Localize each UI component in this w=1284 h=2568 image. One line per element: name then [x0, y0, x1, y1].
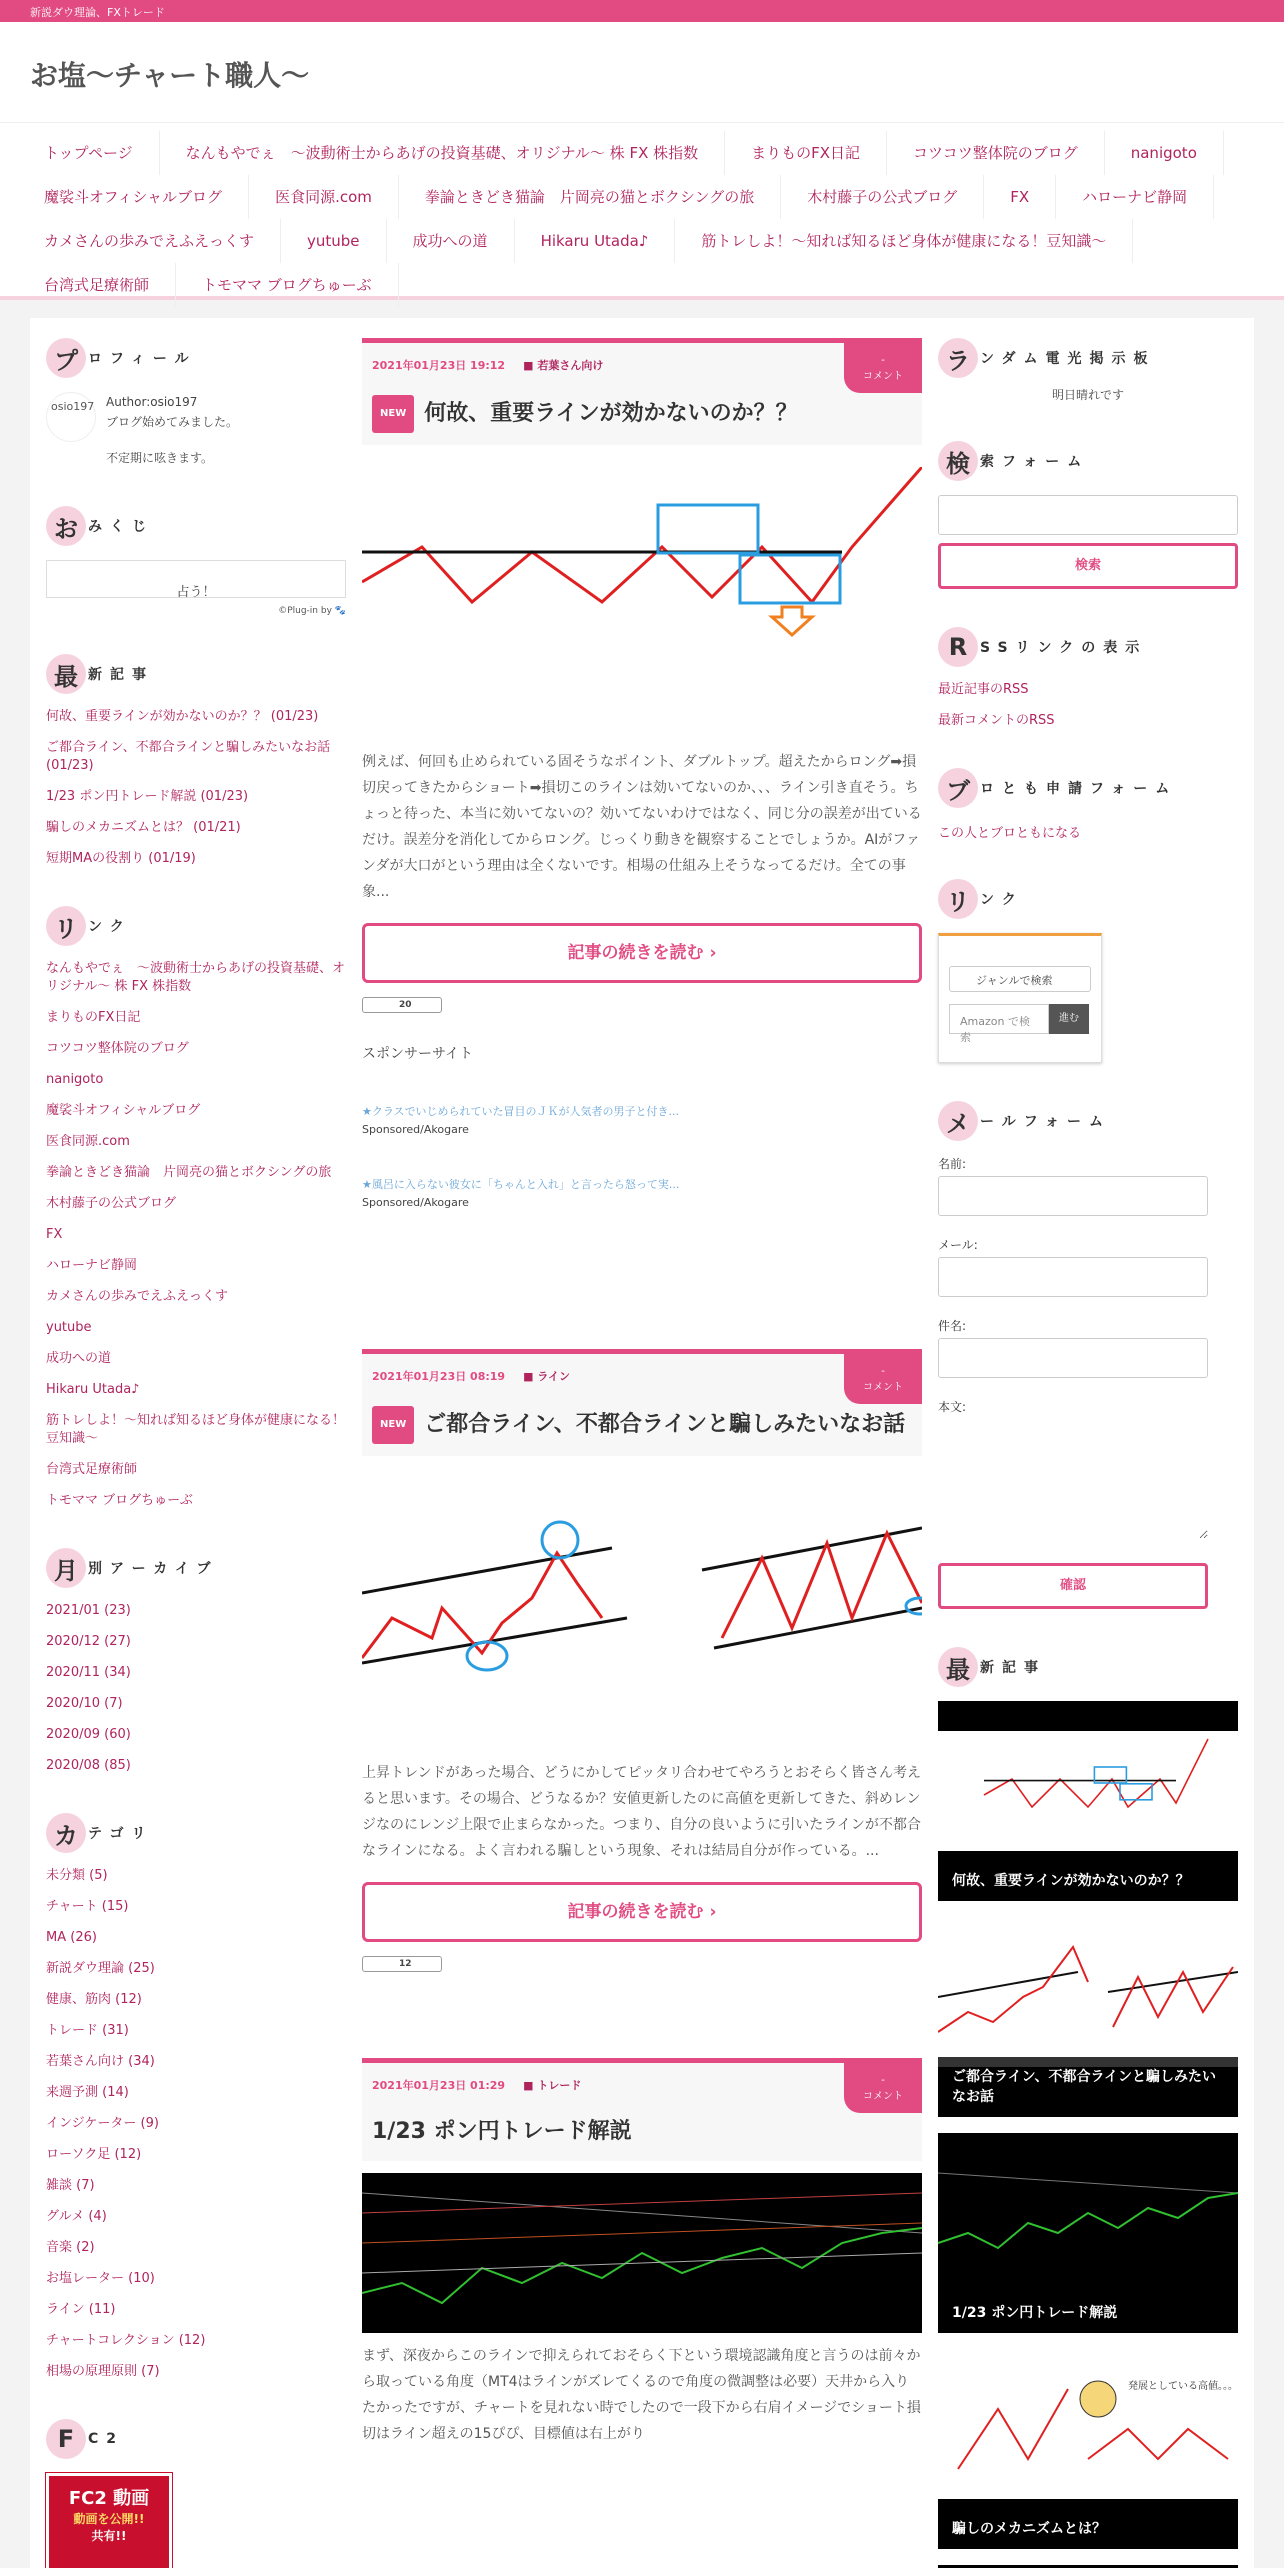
article-title[interactable]: 1/23 ポン円トレード解説	[372, 2119, 632, 2144]
link-item[interactable]	[46, 1288, 346, 1306]
link-item[interactable]	[46, 1102, 346, 1120]
article-image[interactable]	[362, 1478, 922, 1738]
nav-item[interactable]: 筋トレしよ！～知れば知るほど身体が健康になる！豆知識～	[675, 219, 1133, 263]
site-header	[0, 22, 1284, 122]
widget-initial: ブ	[938, 768, 978, 808]
category-item-link[interactable]: チャート (15)	[46, 1899, 129, 1914]
link-item-link[interactable]: コツコツ整体院のブログ	[46, 1041, 189, 1056]
category-item-link[interactable]: 雑談 (7)	[46, 2178, 95, 2193]
comment-count: -	[881, 2075, 885, 2086]
name-field[interactable]	[938, 1176, 1208, 1216]
comment-count: -	[881, 1366, 885, 1377]
nav-item[interactable]: まりものFX日記	[725, 131, 887, 175]
category-item-link[interactable]: トレード (31)	[46, 2023, 129, 2038]
widget-initial: プ	[46, 338, 86, 378]
link-item[interactable]	[46, 1257, 346, 1275]
category-item-link[interactable]: 健康、筋肉 (12)	[46, 1992, 142, 2007]
category-item-link[interactable]: 未分類 (5)	[46, 1868, 108, 1883]
link-item-link[interactable]: 台湾式足療術師	[46, 1462, 138, 1477]
article-title[interactable]: 何故、重要ラインが効かないのか？？	[424, 401, 798, 426]
subject-field[interactable]	[938, 1338, 1208, 1378]
nav-item[interactable]: FX	[984, 175, 1056, 219]
comment-label: コメント	[863, 1382, 903, 1393]
widget-title: ロとも申請フォーム	[980, 781, 1178, 797]
thumb-caption: 騙しのメカニズムとは？	[938, 2509, 1238, 2549]
article-category[interactable]	[523, 1368, 570, 1384]
archive-item-link[interactable]: 2020/08 (85)	[46, 1758, 131, 1773]
ad-source: Sponsored/Akogare	[362, 1196, 469, 1209]
link-item[interactable]	[46, 1071, 346, 1089]
article-title[interactable]: ご都合ライン、不都合ラインと騙しみたいなお話	[424, 1412, 906, 1437]
link-item[interactable]	[46, 1492, 346, 1510]
rss-link[interactable]: 最近記事のRSS	[938, 682, 1029, 697]
category-item-link[interactable]: インジケーター (9)	[46, 2116, 159, 2131]
widget-initial: 最	[46, 654, 86, 694]
category-item-link[interactable]: グルメ (4)	[46, 2209, 107, 2224]
category-item[interactable]	[46, 2146, 346, 2164]
widget-title: 新記事	[980, 1660, 1046, 1676]
archive-item[interactable]	[46, 1726, 346, 1744]
archive-item[interactable]	[46, 1695, 346, 1713]
archive-item-link[interactable]: 2020/09 (60)	[46, 1727, 131, 1742]
link-item-link[interactable]: なんもやでぇ ～波動術士からあげの投資基礎、オリジナル～ 株 FX 株指数	[46, 961, 346, 994]
link-item[interactable]	[46, 1350, 346, 1368]
nav-item[interactable]: トモママ ブログちゅーぶ	[176, 263, 398, 307]
new-badge: NEW	[372, 1406, 414, 1444]
plugin-link[interactable]: 🐾	[334, 606, 346, 616]
profile-line2: 不定期に呟きます。	[106, 451, 214, 465]
widget-title: ロフィール	[88, 351, 197, 367]
category-item-link[interactable]: 音楽 (2)	[46, 2240, 95, 2255]
amazon-go-button[interactable]: 進む	[1049, 1004, 1089, 1034]
article-image[interactable]	[362, 467, 922, 727]
avatar: osio197	[46, 392, 96, 442]
subject-label: 件名:	[938, 1319, 967, 1333]
recent-thumb[interactable]	[938, 2133, 1238, 2333]
confirm-button[interactable]: 確認	[938, 1563, 1208, 1609]
widget-initial: 月	[46, 1548, 86, 1588]
comment-badge[interactable]	[844, 1354, 922, 1404]
widget-initial: リ	[938, 879, 978, 919]
widget-title: SSリンクの表示	[980, 640, 1148, 656]
link-item-link[interactable]: カメさんの歩みでえふえっくす	[46, 1289, 229, 1304]
link-item-link[interactable]: まりものFX日記	[46, 1010, 141, 1025]
fc2-widget	[46, 2419, 346, 2568]
category-item[interactable]	[46, 1929, 346, 1947]
board-widget	[938, 338, 1238, 403]
nav-item[interactable]: 拳論ときどき猫論 片岡亮の猫とボクシングの旅	[399, 175, 781, 219]
link-widget	[938, 879, 1238, 1063]
blog-friend-widget	[938, 768, 1238, 841]
main-column	[362, 338, 922, 2487]
recent-thumb[interactable]	[938, 1701, 1238, 1901]
archive-item-link[interactable]: 2020/11 (34)	[46, 1665, 131, 1680]
recent-post-item-link[interactable]: ご都合ライン、不都合ラインと騙しみたいなお話 (01/23)	[46, 740, 331, 773]
category-item-link[interactable]: お塩レーター (10)	[46, 2271, 155, 2286]
sponsor-heading: スポンサーサイト	[362, 1046, 474, 1062]
amazon-search-input[interactable]: Amazon で検索	[949, 1004, 1049, 1034]
clap-count: 12	[399, 1959, 412, 1969]
fc2-video-banner[interactable]	[46, 2473, 172, 2568]
category-item[interactable]	[46, 1960, 346, 1978]
tagline: 新説ダウ理論、FXトレード	[30, 6, 165, 19]
widget-title: ンク	[88, 919, 132, 935]
category-item[interactable]	[46, 2239, 346, 2257]
article-category[interactable]	[523, 357, 603, 373]
nav-item[interactable]: コツコツ整体院のブログ	[887, 131, 1105, 175]
nav-item[interactable]: 魔裟斗オフィシャルブログ	[18, 175, 249, 219]
widget-initial: 検	[938, 441, 978, 481]
link-item-link[interactable]: 魔裟斗オフィシャルブログ	[46, 1103, 201, 1118]
nav-item[interactable]: カメさんの歩みでえふえっくす	[18, 219, 281, 263]
mail-form-widget	[938, 1101, 1238, 1609]
clap-button[interactable]	[362, 997, 442, 1013]
link-item-link[interactable]: 木村藤子の公式ブログ	[46, 1196, 177, 1211]
links-widget	[46, 906, 346, 1510]
sponsored-ad[interactable]	[362, 1176, 922, 1209]
right-sidebar	[938, 338, 1238, 2568]
category-item-link[interactable]: 新説ダウ理論 (25)	[46, 1961, 155, 1976]
category-widget	[46, 1813, 346, 2381]
thumb-caption: 1/23 ポン円トレード解説	[938, 2293, 1238, 2333]
link-item[interactable]	[46, 1164, 346, 1182]
archive-item-link[interactable]: 2020/10 (7)	[46, 1696, 123, 1711]
article-category-label: ライン	[537, 1370, 570, 1383]
fc2-banner-line2: 共有!!	[91, 2529, 127, 2543]
link-item[interactable]	[46, 1226, 346, 1244]
recent-posts-widget	[46, 654, 346, 868]
article-image[interactable]	[362, 2173, 922, 2333]
profile-line1: ブログ始めてみました。	[106, 415, 239, 429]
nav-item[interactable]: 医食同源.com	[249, 175, 399, 219]
article-category[interactable]	[523, 2077, 581, 2093]
article-category-label: トレード	[537, 2079, 582, 2092]
widget-initial: F	[46, 2419, 86, 2459]
widget-title: C2	[88, 2431, 125, 2447]
nav-item[interactable]: 台湾式足療術師	[18, 263, 176, 307]
ad-title: ★風呂に入らない彼女に「ちゃんと入れ」と言ったら怒って実...	[362, 1178, 680, 1191]
fc2-banner-title: FC2 動画	[68, 2488, 150, 2509]
genre-select[interactable]: ジャンルで検索	[949, 966, 1091, 992]
nav-item[interactable]: 成功への道	[387, 219, 515, 263]
category-item-link[interactable]: チャートコレクション (12)	[46, 2333, 206, 2348]
article-excerpt: まず、深夜からこのラインで抑えられておそらく下という環境認識角度と言うのは前々から取っている角度（MT4はラインがズレてくるので角度の微調整は必要）天井から入りたかったですが、チャートを見れない時でしたので一段下から右肩イメージでショート損切はライン超えの15ぴぴ、目標値は右上がり	[362, 2348, 921, 2442]
email-field[interactable]	[938, 1257, 1208, 1297]
comment-label: コメント	[863, 2091, 903, 2102]
clap-button[interactable]	[362, 1956, 442, 1972]
link-item-link[interactable]: 拳論ときどき猫論 片岡亮の猫とボクシングの旅	[46, 1165, 332, 1180]
nav-item[interactable]: nanigoto	[1105, 131, 1224, 175]
widget-title: 索フォーム	[980, 454, 1090, 470]
category-item[interactable]	[46, 2301, 346, 2319]
article-date: 2021年01月23日 08:19	[372, 1370, 506, 1383]
board-text: 明日晴れです	[1051, 388, 1124, 402]
recent-post-item[interactable]	[46, 819, 346, 837]
link-item[interactable]	[46, 960, 346, 996]
sponsored-ad[interactable]	[362, 1103, 922, 1136]
category-item[interactable]	[46, 1991, 346, 2009]
link-item-link[interactable]: トモママ ブログちゅーぶ	[46, 1493, 193, 1508]
article-date: 2021年01月23日 01:29	[372, 2079, 506, 2092]
archive-item-link[interactable]: 2021/01 (23)	[46, 1603, 131, 1618]
recent-thumb[interactable]	[938, 2349, 1238, 2549]
widget-title: ールフォーム	[980, 1114, 1112, 1130]
profile-widget	[46, 338, 346, 468]
content-wrapper	[30, 318, 1254, 2568]
recent-post-item-link[interactable]: 何故、重要ラインが効かないのか？？ (01/23)	[46, 709, 319, 724]
widget-title: ンク	[980, 892, 1024, 908]
link-item-link[interactable]: 成功への道	[46, 1351, 112, 1366]
link-item-link[interactable]: nanigoto	[46, 1072, 104, 1087]
widget-initial: カ	[46, 1813, 86, 1853]
archive-item[interactable]	[46, 1757, 346, 1775]
widget-title: 新記事	[88, 667, 154, 683]
read-more-label: 記事の続きを読む	[567, 943, 704, 963]
rss-link[interactable]: 最新コメントのRSS	[938, 713, 1055, 728]
nav-item[interactable]: yutube	[281, 219, 387, 263]
link-item-link[interactable]: 筋トレしよ！～知れば知るほど身体が健康になる！豆知識～	[46, 1413, 346, 1446]
category-item[interactable]	[46, 2332, 346, 2350]
plugin-credit: ©Plug-in by	[278, 606, 332, 616]
blog-friend-link[interactable]: この人とブロともになる	[938, 826, 1082, 841]
ad-title: ★クラスでいじめられていた冒目のＪＫが人気者の男子と付き...	[362, 1105, 680, 1118]
clap-count: 20	[399, 1000, 412, 1010]
article-card	[362, 2058, 922, 2447]
amazon-widget	[938, 933, 1102, 1063]
category-item-link[interactable]: 若葉さん向け (34)	[46, 2054, 155, 2069]
category-item[interactable]	[46, 2115, 346, 2133]
read-more-button[interactable]	[362, 923, 922, 983]
widget-initial: 最	[938, 1647, 978, 1687]
chevron-right-icon: ›	[709, 1902, 717, 1922]
top-tagline-bar	[0, 0, 1284, 22]
widget-title: テゴリ	[88, 1826, 154, 1842]
recent-thumb[interactable]	[938, 1917, 1238, 2117]
nav-item[interactable]: 木村藤子の公式ブログ	[781, 175, 984, 219]
category-item[interactable]	[46, 2053, 346, 2071]
category-item-link[interactable]: MA (26)	[46, 1930, 97, 1945]
link-item[interactable]	[46, 1040, 346, 1058]
category-item-link[interactable]: ローソク足 (12)	[46, 2147, 142, 2162]
fc2-banner-line: 動画を公開!!	[73, 2512, 145, 2526]
nav-item[interactable]: ハローナビ静岡	[1056, 175, 1214, 219]
recent-post-item[interactable]	[46, 788, 346, 806]
omikuji-button[interactable]: 占う！	[46, 560, 346, 598]
rss-widget	[938, 627, 1238, 730]
widget-initial: R	[938, 627, 978, 667]
comment-badge[interactable]	[844, 343, 922, 393]
recent-post-item[interactable]	[46, 850, 346, 868]
chevron-right-icon: ›	[709, 943, 717, 963]
nav-item[interactable]: Hikaru Utada♪	[515, 219, 676, 263]
thumb-overlay-text: 発展としている高値。。。	[1128, 2381, 1238, 2392]
recent-post-item-link[interactable]: 短期MAの役割り (01/19)	[46, 851, 196, 866]
omikuji-widget	[46, 506, 346, 616]
widget-title: 別アーカイブ	[88, 1561, 219, 1577]
article-card	[362, 1349, 922, 1972]
widget-initial: メ	[938, 1101, 978, 1141]
recent-post-item-link[interactable]: 騙しのメカニズムとは？ (01/21)	[46, 820, 241, 835]
comment-label: コメント	[863, 371, 903, 382]
body-field[interactable]	[938, 1419, 1208, 1539]
category-item[interactable]	[46, 2363, 346, 2381]
widget-initial: ラ	[938, 338, 978, 378]
link-item[interactable]	[46, 1381, 346, 1399]
widget-title: みくじ	[88, 519, 154, 535]
thumb-caption: ご都合ライン、不都合ラインと騙しみたいなお話	[938, 2057, 1238, 2117]
read-more-label: 記事の続きを読む	[567, 1902, 704, 1922]
category-item-link[interactable]: 相場の原理原則 (7)	[46, 2364, 160, 2379]
folder-icon: ■	[523, 2079, 534, 2092]
widget-title: ンダム電光掲示板	[980, 351, 1156, 367]
link-item[interactable]	[46, 1412, 346, 1448]
site-title[interactable]: お塩～チャート職人～	[30, 59, 310, 92]
article-excerpt: 上昇トレンドがあった場合、どうにかしてピッタリ合わせてやろうとおそらく皆さん考えると思います。その場合、どうなるか？安値更新したのに高値を更新してきた、斜めレンジなのにレンジ上限で止まらなかった。つまり、自分の良いように引いたラインが不都合なラインになる。よく言われる騙しという現象、それは結局自分が作っている。...	[362, 1765, 921, 1859]
global-nav	[0, 122, 1284, 300]
archive-item-link[interactable]: 2020/12 (27)	[46, 1634, 131, 1649]
widget-initial: お	[46, 506, 86, 546]
category-item[interactable]	[46, 2208, 346, 2226]
link-item[interactable]	[46, 1133, 346, 1151]
thumb-caption: 何故、重要ラインが効かないのか？？	[938, 1861, 1238, 1901]
recent-post-item-link[interactable]: 1/23 ポン円トレード解説 (01/23)	[46, 789, 249, 804]
link-item-link[interactable]: Hikaru Utada♪	[46, 1382, 140, 1397]
comment-badge[interactable]	[844, 2063, 922, 2113]
link-item-link[interactable]: yutube	[46, 1320, 92, 1335]
link-item[interactable]	[46, 1461, 346, 1479]
email-label: メール:	[938, 1238, 978, 1252]
left-sidebar	[46, 338, 346, 2568]
link-item[interactable]	[46, 1319, 346, 1337]
read-more-button[interactable]	[362, 1882, 922, 1942]
recent-thumbs-widget	[938, 1647, 1238, 2568]
search-button[interactable]: 検索	[938, 543, 1238, 589]
article-category-label: 若葉さん向け	[537, 359, 604, 372]
archive-item[interactable]	[46, 1633, 346, 1651]
article-date: 2021年01月23日 19:12	[372, 359, 506, 372]
category-item[interactable]	[46, 2084, 346, 2102]
category-item[interactable]	[46, 2022, 346, 2040]
article-card	[362, 338, 922, 1209]
link-item[interactable]	[46, 1195, 346, 1213]
archive-item[interactable]	[46, 1602, 346, 1620]
category-item-link[interactable]: 来週予測 (14)	[46, 2085, 129, 2100]
search-input[interactable]	[938, 495, 1238, 535]
recent-post-item[interactable]	[46, 739, 346, 775]
category-item-link[interactable]: ライン (11)	[46, 2302, 116, 2317]
category-item[interactable]	[46, 2270, 346, 2288]
nav-item[interactable]: トップページ	[18, 131, 160, 175]
recent-post-item[interactable]	[46, 708, 346, 726]
category-item[interactable]	[46, 1898, 346, 1916]
folder-icon: ■	[523, 1370, 534, 1383]
archive-widget	[46, 1548, 346, 1775]
folder-icon: ■	[523, 359, 534, 372]
category-item[interactable]	[46, 1867, 346, 1885]
profile-author: Author:osio197	[106, 395, 198, 409]
link-item[interactable]	[46, 1009, 346, 1027]
comment-count: -	[881, 355, 885, 366]
body-label: 本文:	[938, 1400, 967, 1414]
widget-initial: リ	[46, 906, 86, 946]
link-item-link[interactable]: 医食同源.com	[46, 1134, 130, 1149]
category-item[interactable]	[46, 2177, 346, 2195]
new-badge: NEW	[372, 395, 414, 433]
nav-item[interactable]: なんもやでぇ ～波動術士からあげの投資基礎、オリジナル～ 株 FX 株指数	[160, 131, 725, 175]
article-excerpt: 例えば、何回も止められている固そうなポイント、ダブルトップ。超えたからロング➡損切戻ってきたからショート➡損切このラインは効いてないのか、、、ライン引き直そう。ちょっと待った、本当に効いてないの？効いてないわけではなく、同じ分の誤差が出ているだけ。誤差分を消化してからロング。じっくり動きを観察することでしょうか。AIがファンダが大口がという理由は全くないです。相場の仕組み上そうなってるだけ。全ての事象...	[362, 754, 922, 900]
link-item-link[interactable]: ハローナビ静岡	[46, 1258, 138, 1273]
link-item-link[interactable]: FX	[46, 1227, 63, 1242]
archive-item[interactable]	[46, 1664, 346, 1682]
name-label: 名前:	[938, 1157, 967, 1171]
search-widget	[938, 441, 1238, 589]
ad-source: Sponsored/Akogare	[362, 1123, 469, 1136]
